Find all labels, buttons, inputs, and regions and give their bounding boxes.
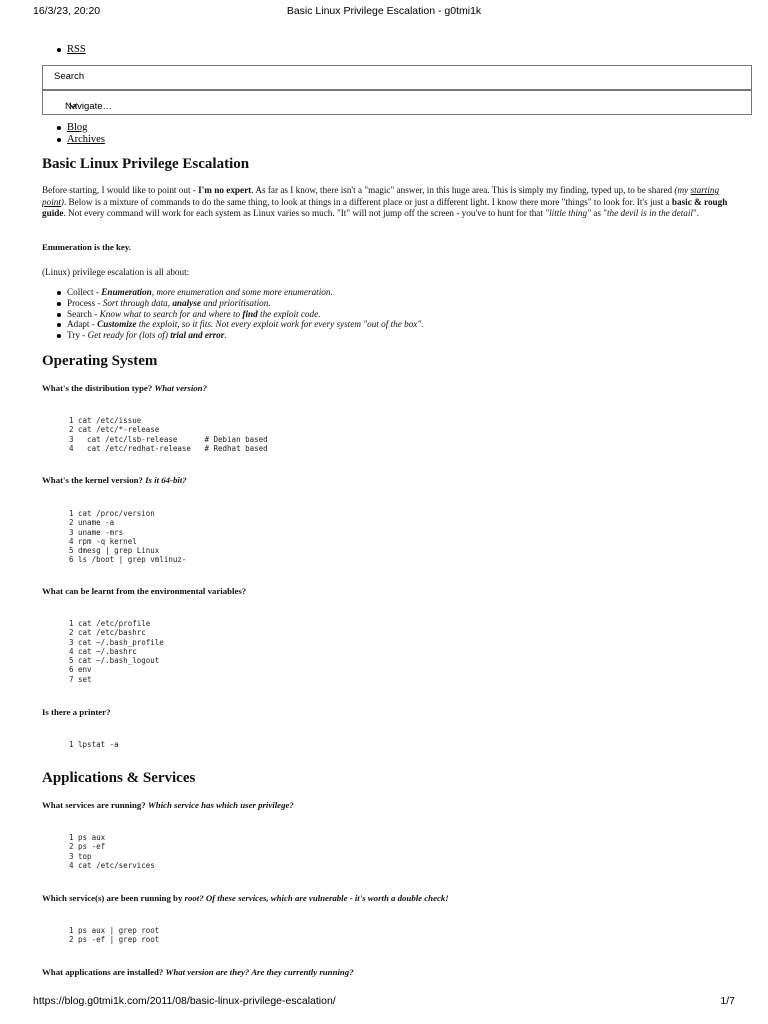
question-root-services: Which service(s) are been running by root? Of these services, which are vulnerable - it's worth a double check! xyxy=(42,893,449,903)
print-footer xyxy=(33,995,735,1009)
code-block-kernel: 1 cat /proc/version 2 uname -a 3 uname -mrs 4 rpm -q kernel 5 dmesg | grep Linux 6 ls /boot | grep vmlinuz- xyxy=(69,509,187,565)
archives-link[interactable]: Archives xyxy=(67,134,105,145)
code-block-services: 1 ps aux 2 ps -ef 3 top 4 cat /etc/services xyxy=(69,833,155,870)
nav-item-blog xyxy=(57,122,105,134)
code-block-env: 1 cat /etc/profile 2 cat /etc/bashrc 3 cat ~/.bash_profile 4 cat ~/.bashrc 5 cat ~/.bash_logout 6 env 7 set xyxy=(69,619,164,684)
top-links xyxy=(57,44,86,56)
print-title: Basic Linux Privilege Escalation - g0tmi1k xyxy=(286,5,482,17)
list-item: Process - Sort through data, analyse and prioritisation. xyxy=(57,298,424,309)
code-block-distribution: 1 cat /etc/issue 2 cat /etc/*-release 3 cat /etc/lsb-release # Debian based 4 cat /etc/redhat-release # Redhat based xyxy=(69,416,268,453)
list-item: Adapt - Customize the exploit, so it fits. Not every exploit work for every system "out of the box". xyxy=(57,319,424,330)
code-block-printer: 1 lpstat -a xyxy=(69,740,119,749)
article-title: Basic Linux Privilege Escalation xyxy=(42,156,250,172)
navigate-select[interactable] xyxy=(42,90,752,115)
print-datetime: 16/3/23, 20:20 xyxy=(33,5,101,17)
search-box[interactable] xyxy=(42,65,752,90)
search-label: Search xyxy=(54,71,85,82)
intro-paragraph: Before starting, I would like to point out - I'm no expert. As far as I know, there isn't a "magic" answer, in this huge area. This is simply my finding, typed up, to be shared (my starting point). Below is a mixture of commands to do the same thing, to look at things in a different place or just a different light. I know there more "things" to look for. It's just a basic & rough guide. Not every command will work for each system as Linux varies so much. "It" will not jump off the screen - you've to hunt for that "little thing" as "the devil is in the detail". xyxy=(42,185,728,219)
question-applications: What applications are installed? What version are they? Are they currently running? xyxy=(42,967,354,977)
list-item: Try - Get ready for (lots of) trial and error. xyxy=(57,330,424,341)
all-about-text: (Linux) privilege escalation is all about: xyxy=(42,267,190,277)
rss-link[interactable]: RSS xyxy=(67,44,86,55)
list-item: Collect - Enumeration, more enumeration and some more enumeration. xyxy=(57,287,424,298)
main-nav xyxy=(57,122,105,146)
print-page-number: 1/7 xyxy=(720,995,735,1007)
navigate-label: Navigate… xyxy=(65,101,112,112)
print-header xyxy=(33,5,735,19)
list-item: Search - Know what to search for and where to find the exploit code. xyxy=(57,309,424,320)
question-kernel: What's the kernel version? Is it 64-bit? xyxy=(42,475,187,485)
blog-link[interactable]: Blog xyxy=(67,122,88,133)
rss-item xyxy=(57,44,86,56)
process-list xyxy=(57,287,424,341)
print-url: https://blog.g0tmi1k.com/2011/08/basic-linux-privilege-escalation/ xyxy=(33,995,336,1007)
apps-heading: Applications & Services xyxy=(42,770,196,786)
question-printer: Is there a printer? xyxy=(42,707,111,717)
os-heading: Operating System xyxy=(42,353,158,369)
question-distribution: What's the distribution type? What version? xyxy=(42,383,207,393)
code-block-root-services: 1 ps aux | grep root 2 ps -ef | grep root xyxy=(69,926,160,945)
nav-item-archives xyxy=(57,134,105,146)
enumeration-key: Enumeration is the key. xyxy=(42,242,131,252)
starting-point-link[interactable]: starting point xyxy=(42,185,720,207)
question-env: What can be learnt from the environmental variables? xyxy=(42,586,247,596)
question-services: What services are running? Which service has which user privilege? xyxy=(42,800,294,810)
